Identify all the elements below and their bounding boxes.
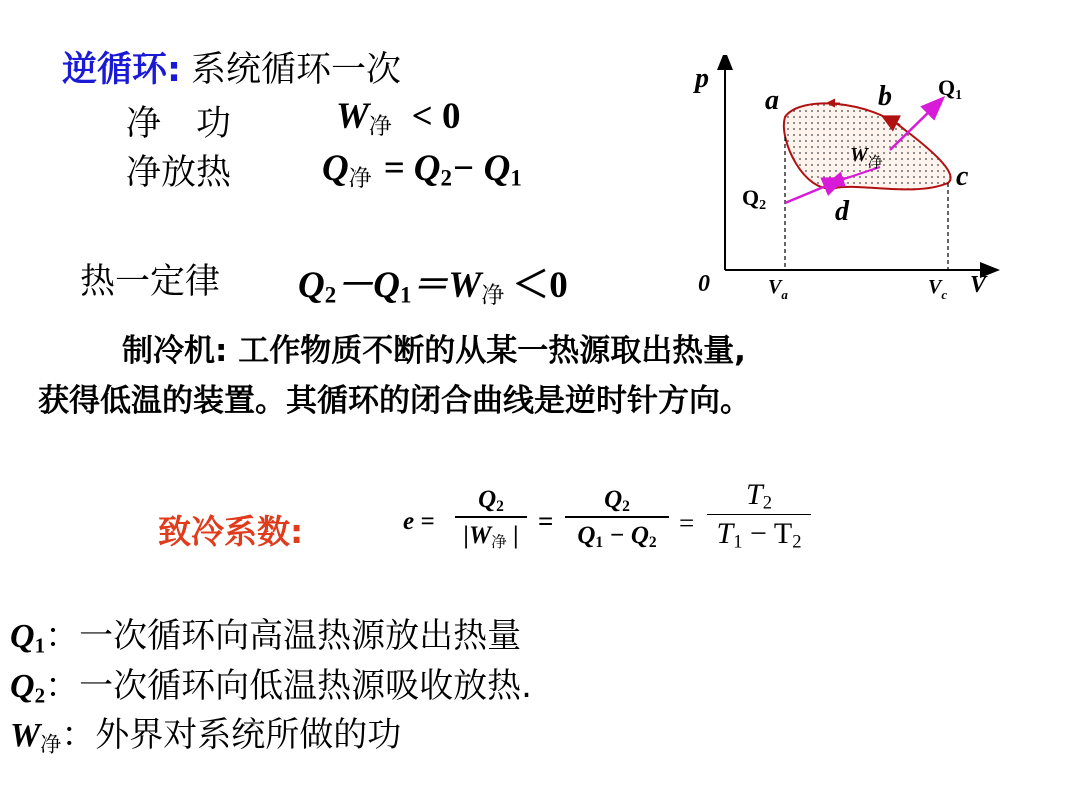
net-heat-lhs-sub: 净 [348, 165, 372, 192]
net-heat-q2-sub: 2 [440, 165, 452, 191]
coef-f3-den: $T_1 - T_2$ [716, 517, 802, 553]
title-line [62, 42, 401, 92]
point-d: d [835, 196, 849, 227]
coef-eq-3: = [679, 508, 695, 538]
net-heat-label: 净放热 [126, 153, 232, 193]
coef-fraction-1 [455, 484, 527, 550]
q1-label: Q1 [938, 75, 963, 103]
net-work-label: 净 功 [126, 104, 232, 144]
coef-eq-2: = [538, 506, 554, 536]
fridge-line-1: 制冷机: 工作物质不断的从某一热源取出热量, [122, 333, 746, 369]
point-c: c [956, 161, 969, 192]
coef-label: 致冷系数: [158, 512, 304, 551]
coef-f2-bar [565, 516, 669, 518]
w-label: $W_净$ [850, 144, 883, 171]
first-law-eq: ＝W [411, 265, 482, 306]
vc-label: $V_c$ [928, 276, 948, 302]
net-heat-q1-sub: 1 [510, 165, 522, 191]
first-law-minus: －Q [336, 265, 400, 306]
q2-arrow [785, 181, 838, 203]
origin-label: 0 [698, 271, 710, 297]
first-law-q2-sub: 2 [324, 282, 337, 308]
first-law-w-sub: 净 [481, 282, 505, 309]
point-b: b [878, 81, 892, 112]
point-a: a [765, 85, 779, 116]
net-work-symbol: W [336, 96, 369, 137]
net-heat-q2: = Q [383, 148, 441, 189]
def-w: $W_净$：外界对系统所做的功 [10, 715, 402, 757]
fridge-line-2: 获得低温的装置。其循环的闭合曲线是逆时针方向。 [38, 383, 751, 419]
pv-diagram [690, 55, 1000, 315]
v-label: V [970, 272, 987, 298]
def-q1: $Q_1$：一次循环向高温热源放出热量 [10, 616, 522, 658]
coef-f1-bar [455, 516, 527, 518]
net-heat-expr [322, 146, 522, 190]
title-rest: 系统循环一次 [191, 50, 402, 90]
title-lead: 逆循环: [62, 50, 181, 90]
first-law-rel: ＜0 [512, 265, 568, 306]
coef-f1-den: $|W_净$ | [463, 522, 519, 551]
first-law-q1-sub: 1 [399, 282, 412, 308]
net-heat-lhs: Q [322, 148, 349, 189]
coef-f1-num: $Q_2$ [478, 486, 504, 515]
coef-fraction-2 [565, 484, 669, 550]
coef-fraction-3 [707, 478, 811, 551]
va-label: $V_a$ [768, 276, 788, 302]
coef-f2-num: $Q_2$ [604, 486, 630, 515]
first-law-q: Q [298, 265, 325, 306]
first-law-expr [298, 254, 568, 308]
p-label: p [695, 63, 709, 94]
net-work-sub: 净 [368, 113, 392, 140]
coef-f2-den: $Q_1 - Q_2$ [577, 522, 657, 551]
net-work-expr [336, 94, 460, 138]
net-heat-q1: − Q [451, 148, 511, 189]
coef-e: e = [403, 508, 435, 535]
def-q2: $Q_2$：一次循环向低温热源吸收放热. [10, 666, 532, 708]
coef-f3-bar [707, 514, 811, 515]
coef-f3-num: $T_2$ [746, 478, 772, 514]
q2-label: Q2 [742, 185, 767, 213]
first-law-label: 热一定律 [80, 262, 221, 302]
net-work-relation: < 0 [411, 96, 461, 137]
